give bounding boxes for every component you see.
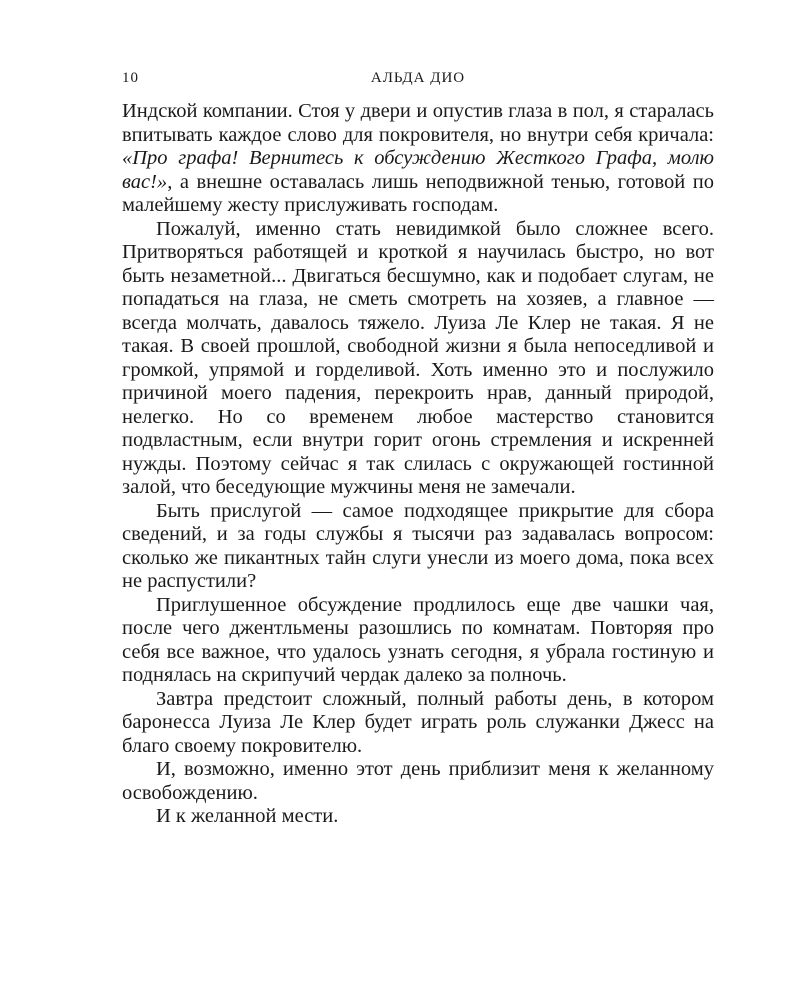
paragraph-2: Пожалуй, именно стать невидимкой было сложнее всего. Притворяться работящей и кроткой я научилась быстро, но вот быть незаметной... Двигаться бесшумно, как и подобает слугам, не попадаться на глаза, не сметь смотреть на хозяев, а главное — всегда молчать, давалось тяжело. Луиза Ле Клер не такая. Я не такая. В своей прошлой, свободной жизни я была непоседливой и громкой, упрямой и горделивой. Хоть именно это и послужило причиной моего падения, перекроить нрав, данный природой, нелегко. Но со временем любое мастерство становится подвластным, если внутри горит огонь стремления и искренней нужды. Поэтому сейчас я так слилась с окружающей гостинной залой, что беседующие мужчины меня не замечали.	[122, 217, 714, 498]
running-head	[122, 60, 714, 100]
paragraph-1-italic-quote: «Про графа! Вернитесь к обсуждению Жесткого Графа, молю вас!»	[122, 147, 714, 193]
page-number: 10	[122, 70, 139, 86]
paragraph-7: И к желанной мести.	[156, 805, 339, 827]
paragraph-5: Завтра предстоит сложный, полный работы день, в котором баронесса Луиза Ле Клер будет играть роль служанки Джесс на благо своему покровителю.	[122, 687, 714, 757]
paragraph-6: И, возможно, именно этот день приблизит меня к желанному освобождению.	[122, 758, 714, 804]
paragraph-4: Приглушенное обсуждение продлилось еще две чашки чая, после чего джентльмены разошлись по комнатам. Повторяя про себя все важное, что удалось узнать сегодня, я убрала гостиную и поднялась на скрипучий чердак далеко за полночь.	[122, 593, 714, 686]
book-author: АЛЬДА ДИО	[370, 70, 466, 86]
paragraph-1-end: , а внешне оставалась лишь неподвижной тенью, готовой по малейшему жесту прислуживать господам.	[122, 170, 714, 216]
paragraph-3: Быть прислугой — самое подходящее прикрытие для сбора сведений, и за годы службы я тысячи раз задавалась вопросом: сколько же пикантных тайн слуги унесли из моего дома, пока всех не распустили?	[122, 499, 714, 592]
book-page	[122, 60, 714, 829]
paragraph-1-start: Индской компании. Стоя у двери и опустив глаза в пол, я старалась впитывать каждое слово для покровителя, но внутри себя кричала:	[122, 100, 714, 146]
body-text	[122, 100, 714, 829]
paragraph-1	[122, 100, 714, 218]
